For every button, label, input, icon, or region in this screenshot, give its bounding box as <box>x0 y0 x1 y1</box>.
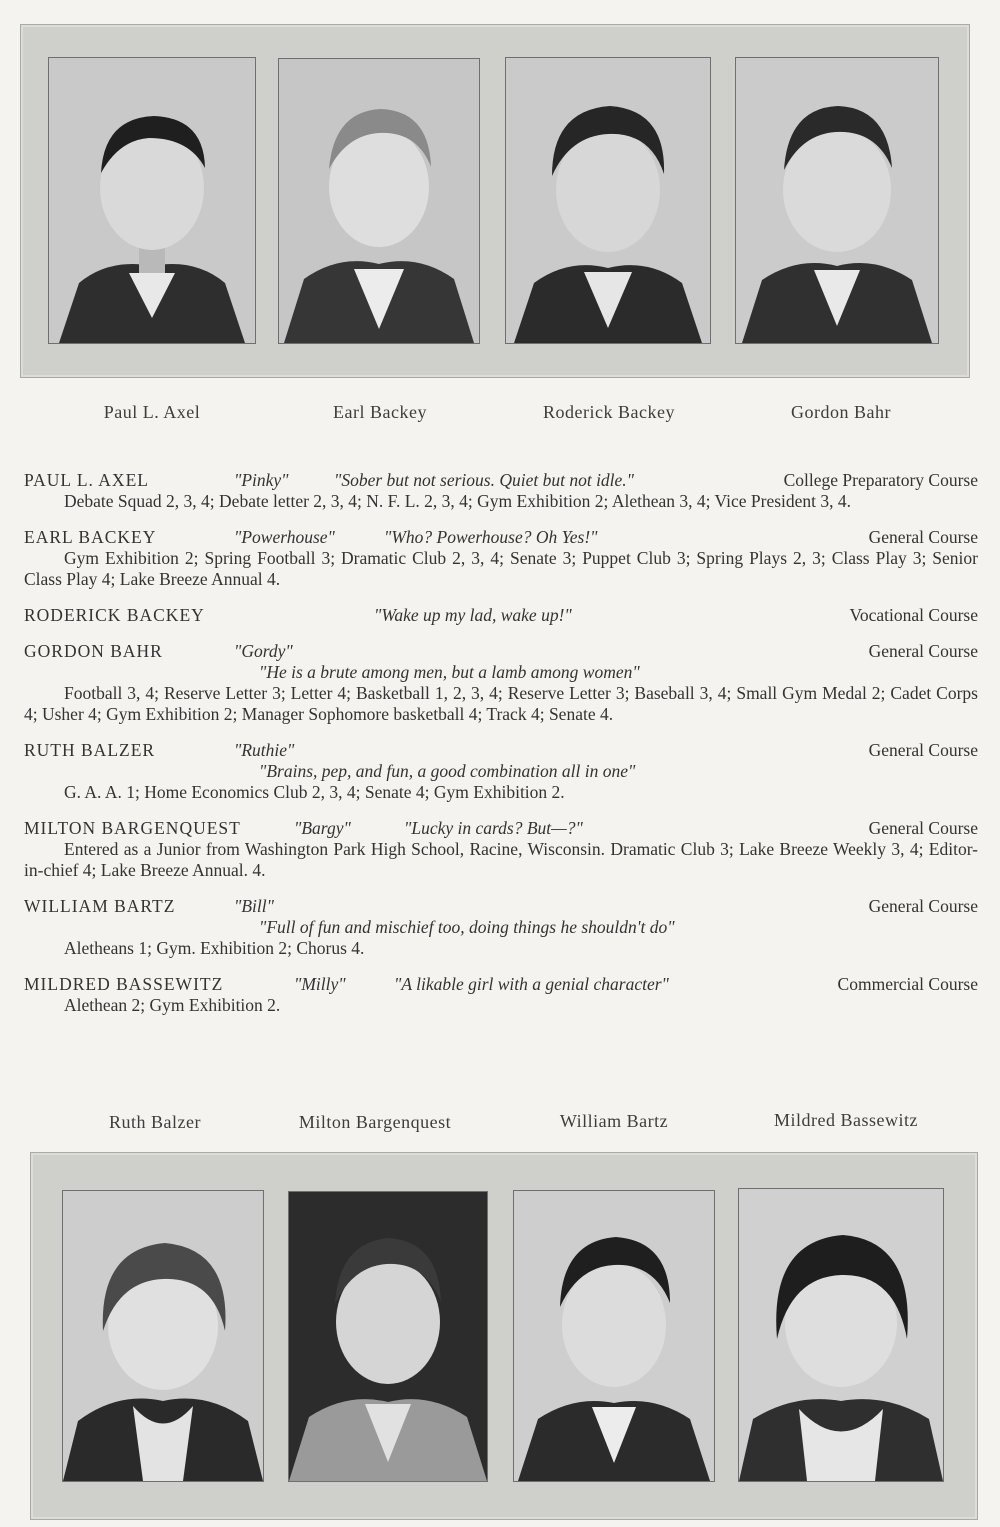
entry-nickname: "Ruthie" <box>234 740 295 760</box>
entry-name: PAUL L. AXEL <box>24 470 149 490</box>
caption-milton-bargenquest: Milton Bargenquest <box>298 1112 452 1132</box>
entry-nickname: "Powerhouse" <box>234 527 335 547</box>
portrait-photo-paul-axel <box>48 57 256 344</box>
portrait-photo-mildred-bassewitz <box>738 1188 944 1482</box>
entry-activities: G. A. A. 1; Home Economics Club 2, 3, 4; Senate 4; Gym Exhibition 2. <box>64 782 565 802</box>
portrait-photo-gordon-bahr <box>735 57 939 344</box>
entry-nickname: "Pinky" <box>234 470 289 490</box>
portrait-photo-ruth-balzer <box>62 1190 264 1482</box>
caption-paul-axel: Paul L. Axel <box>103 402 201 422</box>
entry-nickname: "Bill" <box>234 896 274 916</box>
entry-motto: "Brains, pep, and fun, a good combination all in one" <box>259 761 636 781</box>
entry-name: RUTH BALZER <box>24 740 156 760</box>
entry-motto: "Wake up my lad, wake up!" <box>374 605 572 625</box>
caption-roderick-backey: Roderick Backey <box>543 402 675 422</box>
entry-ruth-balzer <box>24 740 978 803</box>
biography-list <box>24 470 978 1031</box>
entry-motto: "Lucky in cards? But—?" <box>404 818 583 838</box>
bottom-portrait-panel <box>30 1152 978 1520</box>
entry-name: GORDON BAHR <box>24 641 163 661</box>
entry-course: General Course <box>868 740 978 760</box>
portrait-photo-earl-backey <box>278 58 480 344</box>
entry-motto: "Full of fun and mischief too, doing things he shouldn't do" <box>259 917 675 937</box>
entry-motto: "Sober but not serious. Quiet but not idle." <box>334 470 635 490</box>
entry-activities: Gym Exhibition 2; Spring Football 3; Dramatic Club 2, 3, 4; Senate 3; Puppet Club 3; Spring Plays 2, 3; Class Play 3; Senior Class Play 4; Lake Breeze Annual 4. <box>24 548 978 589</box>
entry-activities: Football 3, 4; Reserve Letter 3; Letter 4; Basketball 1, 2, 3, 4; Reserve Letter 3; Baseball 3, 4; Small Gym Medal 2; Cadet Corps 4; Usher 4; Gym Exhibition 2; Manager Sophomore basketball 4; Track 4; Senate 4. <box>24 683 978 724</box>
entry-mildred-bassewitz <box>24 974 978 1016</box>
entry-william-bartz <box>24 896 978 959</box>
entry-name: EARL BACKEY <box>24 527 157 547</box>
entry-activities: Entered as a Junior from Washington Park High School, Racine, Wisconsin. Dramatic Club 3; Lake Breeze Weekly 3, 4; Editor-in-chief 4; Lake Breeze Annual. 4. <box>24 839 978 880</box>
entry-nickname: "Gordy" <box>234 641 293 661</box>
portrait-photo-roderick-backey <box>505 57 711 344</box>
entry-nickname: "Bargy" <box>294 818 351 838</box>
entry-name: MILTON BARGENQUEST <box>24 818 241 838</box>
caption-earl-backey: Earl Backey <box>333 402 427 422</box>
entry-paul-axel <box>24 470 978 512</box>
entry-activities: Aletheans 1; Gym. Exhibition 2; Chorus 4. <box>64 938 365 958</box>
entry-activities: Alethean 2; Gym Exhibition 2. <box>64 995 281 1015</box>
entry-course: General Course <box>868 896 978 916</box>
portrait-photo-milton-bargenquest <box>288 1191 488 1482</box>
entry-earl-backey <box>24 527 978 590</box>
entry-motto: "He is a brute among men, but a lamb among women" <box>259 662 640 682</box>
entry-course: General Course <box>868 818 978 838</box>
entry-roderick-backey <box>24 605 978 626</box>
caption-mildred-bassewitz: Mildred Bassewitz <box>774 1110 918 1130</box>
entry-course: Commercial Course <box>837 974 978 994</box>
portrait-photo-william-bartz <box>513 1190 715 1482</box>
entry-name: RODERICK BACKEY <box>24 605 205 625</box>
entry-course: Vocational Course <box>849 605 978 625</box>
entry-course: General Course <box>868 527 978 547</box>
entry-name: MILDRED BASSEWITZ <box>24 974 224 994</box>
entry-name: WILLIAM BARTZ <box>24 896 176 916</box>
entry-gordon-bahr <box>24 641 978 725</box>
entry-milton-bargenquest <box>24 818 978 881</box>
entry-course: College Preparatory Course <box>783 470 978 490</box>
top-portrait-panel <box>20 24 970 378</box>
caption-william-bartz: William Bartz <box>559 1111 669 1131</box>
entry-motto: "Who? Powerhouse? Oh Yes!" <box>384 527 598 547</box>
entry-activities: Debate Squad 2, 3, 4; Debate letter 2, 3, 4; N. F. L. 2, 3, 4; Gym Exhibition 2; Alethean 3, 4; Vice President 3, 4. <box>64 491 852 511</box>
entry-course: General Course <box>868 641 978 661</box>
caption-ruth-balzer: Ruth Balzer <box>109 1112 201 1132</box>
entry-nickname: "Milly" <box>294 974 346 994</box>
entry-motto: "A likable girl with a genial character" <box>394 974 669 994</box>
caption-gordon-bahr: Gordon Bahr <box>791 402 891 422</box>
